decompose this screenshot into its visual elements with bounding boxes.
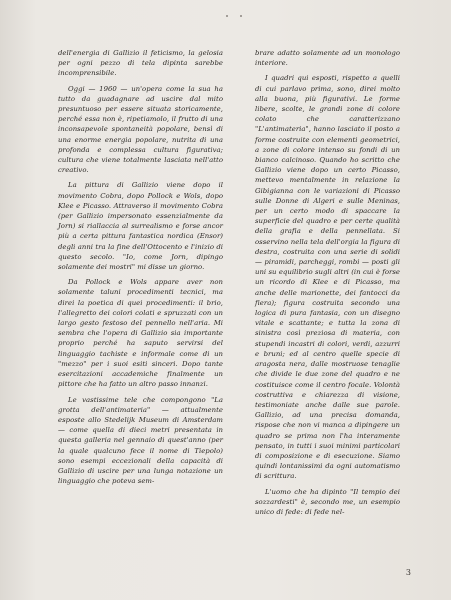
paragraph: Oggi — 1960 — un'opera come la sua ha tutto da guadagnare ad uscire dal mito presuntuoso per essere situata storicamente, perché essa non è, ripetiamolo, il frutto di una inconsapevole spontaneità popolare, bensì di una enorme energia popolare, nutrita di una profonda e complessa cultura figurativa; cultura che viene totalmente lasciata nell'atto creativo. [58, 84, 223, 175]
paragraph: dell'energia di Gallizio il feticismo, la gelosia per ogni pezzo di tela dipinta sarebbe incomprensibile. [58, 49, 223, 78]
left-text-column [58, 48, 223, 491]
binding-hole [240, 15, 242, 17]
paragraph: I quadri qui esposti, rispetto a quelli di cui parlavo prima, sono, direi molto alla buona, più figurativi. Le forme libere, scolte, le grandi zone di colore colato che caratterizzano "L'antimateria", hanno lasciato il posto a forme costruite con elementi geometrici, a zone di colore intenso su fondi di un bianco calcinoso. Quando ho scritto che Gallizio viene dopo un certo Picasso, mettevo mentalmente in relazione la Gibigianna con le variazioni di Picasso sulle Donne di Algeri e sulle Meninas, per un certo modo di spaccare la superficie del quadro e per certe qualità della grafia e della pennellata. Si osservino nella tela dell'orgia la figura di destra, costruita con una serie di solidi — piramidi, parcheggi, rombi — posti gli uni su equilibrio sugli altri (in cui è forse un ricordo di Klee e di Picasso, ma anche delle marionette, dei fantocci da fiera); figura costruita secondo una logica di pura fantasia, con un disegno vitale e scattante; e tutta la zona di sinistra così preziosa di materia, con stupendi incastri di colori, verdi, azzurri e bruni; ed al centro quelle specie di aragosta nera, dalle mostruose tenaglie che divide le due zone del quadro e ne costituisce come il centro focale. Volontà costruttiva e chiarezza di visione, testimoniate anche dalle sue parole. Gallizio, ad una precisa domanda, rispose che non vi manca a dipingere un quadro se prima non l'ha interamente pensato, in tutti i suoi minimi particolari di composizione e di esecuzione. Siamo quindi lontanissimi da ogni automatismo di scrittura. [255, 74, 400, 481]
paragraph: brare adatto solamente ad un monologo interiore. [255, 49, 400, 68]
binding-hole [226, 15, 228, 17]
right-text-column [255, 48, 400, 522]
paragraph: Le vastissime tele che compongono "La grotta dell'antimateria" — attualmente esposte allo Stedelijk Museum di Amsterdam — come quella di dieci metri presentata in questa galleria nel gennaio di quest'anno (per la quale qualcuno fece il nome di Tiepolo) sono esempi eccezionali della capacità di Gallizio di uscire per una lunga notazione un linguaggio che poteva sem- [58, 395, 223, 486]
paragraph: La pittura di Gallizio viene dopo il movimento Cobra, dopo Pollock e Wols, dopo Klee e Picasso. Attraverso il movimento Cobra (per Gallizio impersonato essenzialmente da Jorn) si riallaccia al surrealismo e forse ancor più a certa pittura fantastica nordica (Ensor) degli anni tra la fine dell'Ottocento e l'inizio di questo secolo. "Io, come Jorn, dipingo solamente dei mostri" mi disse un giorno. [58, 181, 223, 272]
page-number: 3 [405, 568, 411, 577]
paragraph: Da Pollock e Wols appare aver non solamente taluni procedimenti tecnici, ma direi la poetica di quei procedimenti: il brio, l'allegretto dei colori colati e spruzzati con un largo gesto festoso del pennello nell'aria. Mi sembra che l'opera di Gallizio sia importante proprio perché ha saputo servirsi del linguaggio tachiste e informale come di un "mezzo" per i suoi esiti sinceri. Dopo tante esercitazioni accademiche finalmente un pittore che ha fatto un altro passo innanzi. [58, 278, 223, 389]
paragraph: L'uomo che ha dipinto "Il tempio dei sozzardesti" è, secondo me, un esempio unico di fede: di fede nel- [255, 487, 400, 516]
